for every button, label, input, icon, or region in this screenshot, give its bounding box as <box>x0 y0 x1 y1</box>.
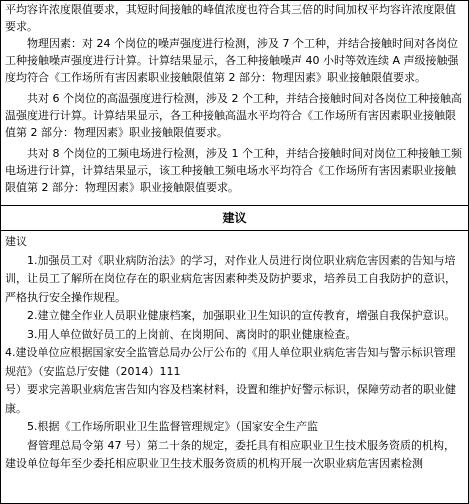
recommendation-item-5-part-2: 督管理总局令第 47 号）第二十条的规定，委托具有相应职业卫生技术服务资质的机构，建设单位每年至少委托相应职业卫生技术服务资质的机构开展一次职业病危害因素检测 <box>5 438 455 470</box>
table-divider-top <box>1 205 468 206</box>
findings-paragraph-heat: 共对 6 个岗位的高温强度进行检测，涉及 2 个工种，并结合接触时间对各岗位工种接触高温强度进行计算。计算结果显示，各工种接触高温水平均符合《工作场所有害因素职业接触限值第 2 部分：物理因素》职业接触限值要求。 <box>5 92 462 139</box>
recommendation-item-3: 3.用人单位做好员工的上岗前、在岗期间、离岗时的职业健康检查。 <box>27 327 357 341</box>
recommendations-heading: 建议 <box>222 211 247 225</box>
findings-paragraph-electric-field: 共对 8 个岗位的工频电场进行检测，涉及 1 个工种，并结合接触时间对岗位工种接触工频电场进行计算，计算结果显示，该工种接触工频电场水平均符合《工作场所有害因素职业接触限值第 2 部分：物理因素》职业接触限值要求。 <box>5 147 462 194</box>
recommendations-section <box>1 233 468 474</box>
recommendation-item-4-part-1: 4.建设单位应根据国家安全监管总局办公厅公布的《用人单位职业病危害告知与警示标识管理规范》（安监总厅安健（2014）111 <box>5 346 456 378</box>
recommendation-item-2: 2.建立健全作业人员职业健康档案，加强职业卫生知识的宣传教育，增强自我保护意识。 <box>27 309 456 322</box>
findings-section <box>1 1 468 196</box>
table-divider-bottom <box>1 230 468 231</box>
findings-paragraph-noise: 物理因素：对 24 个岗位的噪声强度进行检测，涉及 7 个工种，并结合接触时间对各岗位工种接触噪声强度进行计算。计算结果显示，各工种接触噪声 40 小时等效连续 A 声级接触强度均符合《工作场所有害因素职业接触限值第 2 部分：物理因素》职业接触限值要求。 <box>5 37 459 84</box>
recommendation-item-1: 1.加强员工对《职业病防治法》的学习，对作业人员进行岗位职业病危害因素的告知与培训，让员工了解所在岗位存在的职业病危害因素种类及防护要求，培养员工自我防护的意识，严格执行安全操作规程。 <box>5 253 456 304</box>
findings-paragraph-chemical-tail: 平均容许浓度限值要求，其短时间接触的峰值浓度也符合其三倍的时间加权平均容许浓度限值要求。 <box>5 3 456 33</box>
recommendation-item-5-part-1: 5.根据《工作场所职业卫生监督管理规定》（国家安全生产监 <box>27 420 318 433</box>
recommendation-item-4-part-2: 号）要求完善职业病危害告知内容及档案材料，设置和维护好警示标识，保障劳动者的职业健康。 <box>5 383 456 415</box>
recommendations-intro: 建议 <box>5 235 27 248</box>
